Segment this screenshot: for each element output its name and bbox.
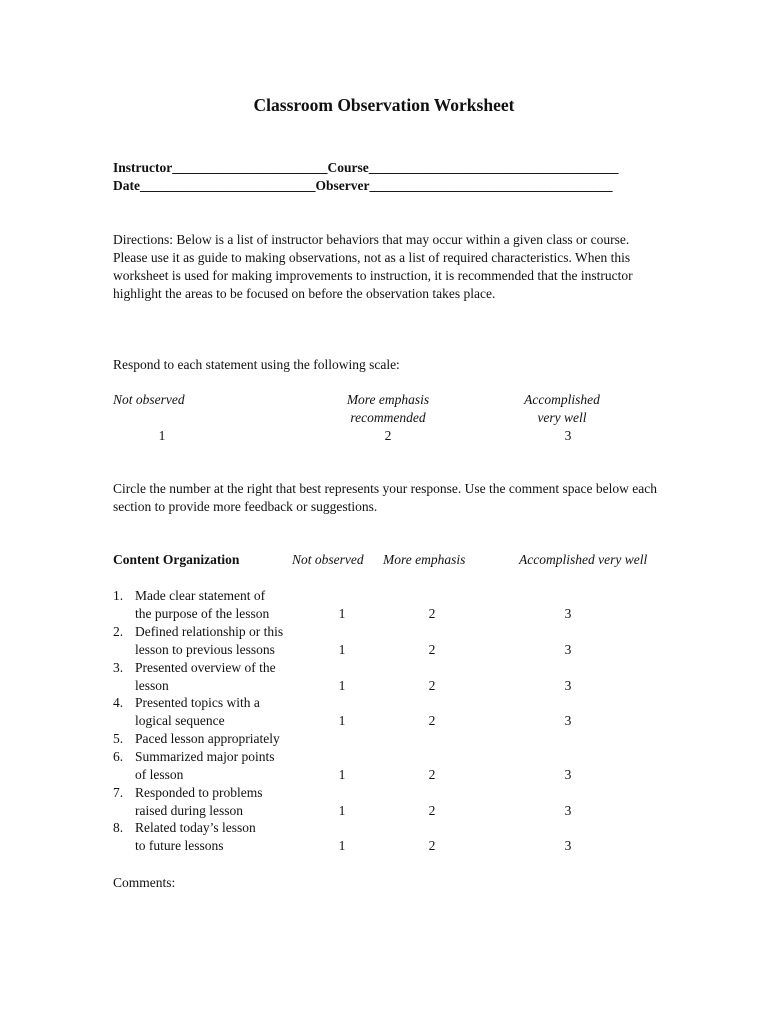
rating-3[interactable]: 3 [564,606,572,621]
item-number: 8. [113,820,124,835]
rating-3[interactable]: 3 [564,767,572,782]
section-title: Content Organization [113,552,240,567]
rating-1[interactable]: 1 [338,713,346,728]
item-text-line1: Presented topics with a [135,695,260,710]
rating-2[interactable]: 2 [428,606,436,621]
item-text-line1: Responded to problems [135,785,263,800]
scale-label-more-emphasis: More emphasis [346,392,430,407]
rating-1[interactable]: 1 [338,803,346,818]
item-text-line1: Summarized major points [135,749,275,764]
item-text-line2: lesson [135,678,169,693]
rating-2[interactable]: 2 [428,713,436,728]
item-text-line2: the purpose of the lesson [135,606,270,621]
rating-2[interactable]: 2 [428,767,436,782]
scale-label-accomplished: Accomplished [524,392,600,407]
item-text-line1: Related today’s lesson [135,820,256,835]
scale-value-1: 1 [158,428,166,443]
rating-2[interactable]: 2 [428,803,436,818]
rating-2[interactable]: 2 [428,642,436,657]
circle-instructions: Circle the number at the right that best represents your response. Use the comment space below each section to provide more feedback or suggestions. [113,481,657,514]
item-number: 3. [113,660,124,675]
item-text-line2: lesson to previous lessons [135,642,275,657]
scale-value-3: 3 [564,428,572,443]
item-number: 5. [113,731,124,746]
rating-3[interactable]: 3 [564,713,572,728]
item-text-line1: Paced lesson appropriately [135,731,280,746]
scale-intro: Respond to each statement using the following scale: [113,357,400,372]
item-text-line2: raised during lesson [135,803,243,818]
item-text-line1: Presented overview of the [135,660,276,675]
date-observer-fields[interactable]: Date__________________________Observer____________________________________ [113,178,613,193]
item-number: 7. [113,785,124,800]
rating-2[interactable]: 2 [428,678,436,693]
item-number: 1. [113,588,124,603]
rating-1[interactable]: 1 [338,606,346,621]
item-text-line1: Defined relationship or this [135,624,284,639]
rating-1[interactable]: 1 [338,678,346,693]
comments-label: Comments: [113,875,176,890]
rating-1[interactable]: 1 [338,838,346,853]
rating-3[interactable]: 3 [564,678,572,693]
directions-paragraph: Directions: Below is a list of instructor behaviors that may occur within a given class or course. Please use it as guide to making observations, not as a list of required characteristics. When this worksheet is used for making improvements to instruction, it is recommended that the instructor highlight the areas to be focused on before the observation takes place. [113,232,633,301]
page-title: Classroom Observation Worksheet [253,95,515,115]
item-number: 2. [113,624,124,639]
rating-3[interactable]: 3 [564,838,572,853]
item-text-line2: to future lessons [135,838,224,853]
column-header-not-observed: Not observed [292,552,364,567]
scale-label-not-observed: Not observed [113,392,185,407]
item-text-line1: Made clear statement of [135,588,266,603]
column-header-more-emphasis: More emphasis [383,552,466,567]
rating-2[interactable]: 2 [428,838,436,853]
scale-label-recommended: recommended [350,410,426,425]
rating-1[interactable]: 1 [338,767,346,782]
rating-3[interactable]: 3 [564,642,572,657]
item-number: 6. [113,749,124,764]
item-number: 4. [113,695,124,710]
item-text-line2: logical sequence [135,713,225,728]
scale-label-very-well: very well [537,410,587,425]
rating-1[interactable]: 1 [338,642,346,657]
item-text-line2: of lesson [135,767,184,782]
rating-3[interactable]: 3 [564,803,572,818]
column-header-accomplished: Accomplished very well [519,552,648,567]
instructor-course-fields[interactable]: Instructor_______________________Course_____________________________________ [113,160,619,175]
scale-value-2: 2 [384,428,392,443]
